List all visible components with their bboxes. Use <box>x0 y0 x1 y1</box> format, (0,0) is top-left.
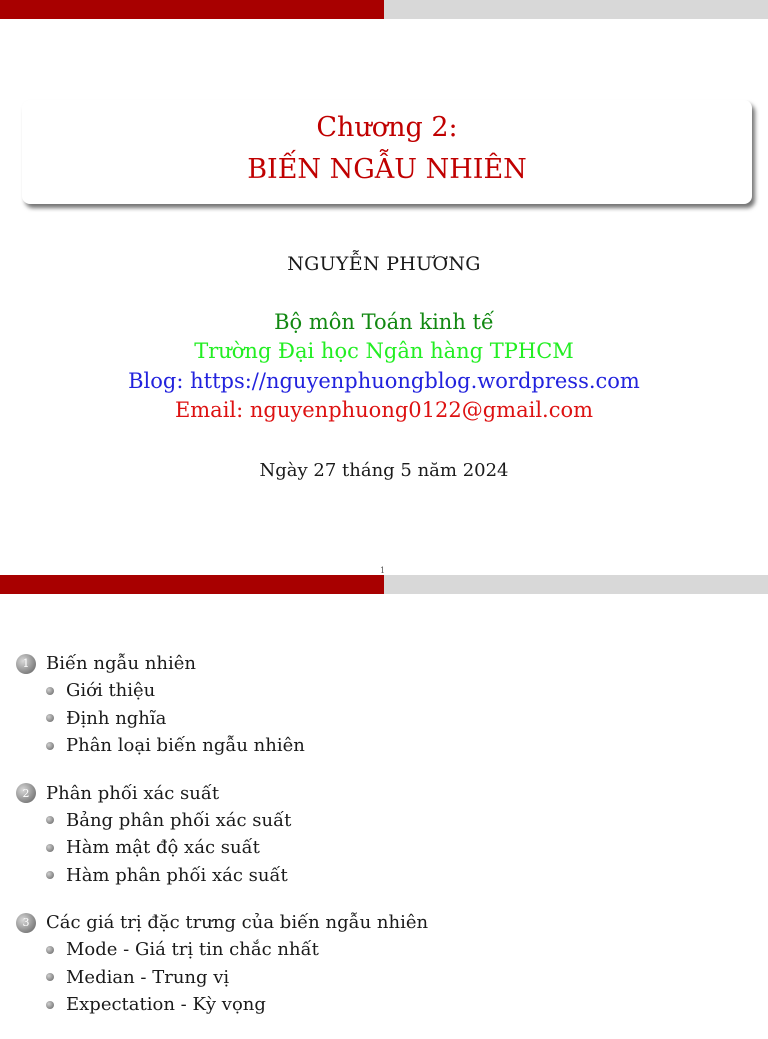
bullet-icon <box>46 714 54 722</box>
bullet-icon <box>46 742 54 750</box>
toc-subitem[interactable] <box>16 732 756 760</box>
bullet-icon <box>46 1001 54 1009</box>
top-header-bar <box>0 0 768 19</box>
bullet-icon <box>46 973 54 981</box>
subitem-label: Phân loại biến ngẫu nhiên <box>66 735 305 757</box>
bullet-icon <box>46 844 54 852</box>
section-number-ball-icon: 2 <box>16 783 36 803</box>
toc-subitem[interactable] <box>16 677 756 705</box>
subitem-label: Hàm mật độ xác suất <box>66 837 260 859</box>
subitem-label: Hàm phân phối xác suất <box>66 864 288 886</box>
chapter-title: BIẾN NGẪU NHIÊN <box>247 154 527 185</box>
slide2-header-bar <box>0 575 768 594</box>
subitem-label: Giới thiệu <box>66 680 156 702</box>
date: Ngày 27 tháng 5 năm 2024 <box>259 460 509 481</box>
bullet-icon <box>46 871 54 879</box>
toc-subitem[interactable] <box>16 807 756 835</box>
toc-section <box>16 909 756 1019</box>
title-block <box>22 100 752 204</box>
subitem-label: Định nghĩa <box>66 707 167 729</box>
subitem-label: Median - Trung vị <box>66 966 230 988</box>
toc-section-heading[interactable] <box>16 780 756 807</box>
header-bar-grey-segment <box>384 575 768 594</box>
toc-subitem[interactable] <box>16 936 756 964</box>
chapter-label: Chương 2: <box>316 112 458 143</box>
subitem-label: Expectation - Kỳ vọng <box>66 994 266 1016</box>
section-number-ball-icon: 1 <box>16 654 36 674</box>
toc-subitem[interactable] <box>16 834 756 862</box>
blog-link[interactable]: Blog: https://nguyenphuongblog.wordpress.com <box>128 369 640 393</box>
toc-subitem[interactable] <box>16 862 756 890</box>
subitem-label: Bảng phân phối xác suất <box>66 809 292 831</box>
toc-subitem[interactable] <box>16 964 756 992</box>
toc-section-heading[interactable] <box>16 909 756 936</box>
school-name: Trường Đại học Ngân hàng TPHCM <box>194 339 574 363</box>
toc-subitem[interactable] <box>16 705 756 733</box>
header-bar-red-segment <box>0 575 384 594</box>
bullet-icon <box>46 687 54 695</box>
header-bar-red-segment <box>0 0 384 19</box>
section-title: Biến ngẫu nhiên <box>46 653 197 674</box>
table-of-contents <box>16 650 756 1039</box>
header-bar-grey-segment <box>384 0 768 19</box>
section-number-ball-icon: 3 <box>16 913 36 933</box>
toc-section <box>16 780 756 890</box>
section-title: Phân phối xác suất <box>46 782 220 804</box>
page-number: 1 <box>380 566 386 575</box>
section-title: Các giá trị đặc trưng của biến ngẫu nhiên <box>46 912 429 933</box>
bullet-icon <box>46 946 54 954</box>
toc-section <box>16 650 756 760</box>
email-link[interactable]: Email: nguyenphuong0122@gmail.com <box>174 398 594 422</box>
subitem-label: Mode - Giá trị tin chắc nhất <box>66 939 319 961</box>
department: Bộ môn Toán kinh tế <box>274 310 494 334</box>
toc-subitem[interactable] <box>16 991 756 1019</box>
author-name: NGUYỄN PHƯƠNG <box>287 253 481 275</box>
bullet-icon <box>46 816 54 824</box>
toc-section-heading[interactable] <box>16 650 756 677</box>
